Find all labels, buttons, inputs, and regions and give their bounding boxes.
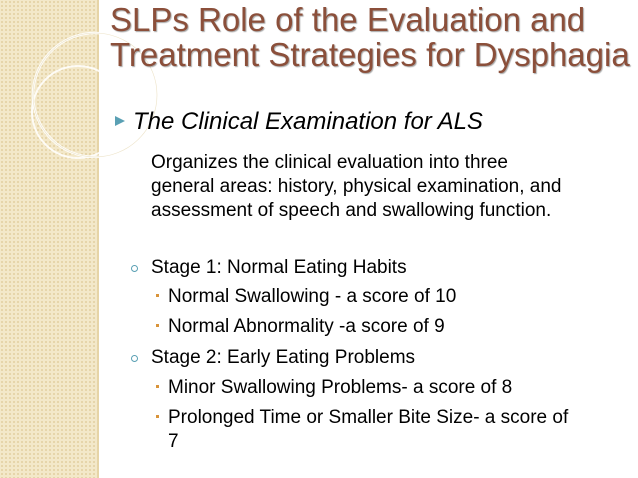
stage-item: Normal Swallowing - a score of 10	[168, 286, 457, 307]
circle-bullet-icon	[131, 265, 138, 272]
stage-item: Normal Abnormality -a score of 9	[168, 316, 445, 337]
slide-title: SLPs Role of the Evaluation and Treatment Strategies for Dysphagia	[110, 1, 630, 73]
circle-bullet-icon	[131, 355, 138, 362]
square-bullet-icon	[156, 415, 159, 418]
intro-line: Organizes the clinical evaluation into three	[151, 152, 508, 173]
stage-item: Minor Swallowing Problems- a score of 8	[168, 377, 513, 398]
square-bullet-icon	[156, 324, 159, 327]
stage-label: Stage 2: Early Eating Problems	[151, 347, 416, 368]
stage-item-continued: 7	[168, 431, 179, 452]
triangle-bullet-icon	[115, 116, 125, 126]
intro-line: general areas: history, physical examination, and	[151, 176, 562, 197]
stage-label: Stage 1: Normal Eating Habits	[151, 257, 407, 278]
intro-line: assessment of speech and swallowing function.	[151, 200, 552, 221]
section-heading: The Clinical Examination for ALS	[133, 108, 483, 135]
stage-item: Prolonged Time or Smaller Bite Size- a score of	[168, 407, 569, 428]
square-bullet-icon	[156, 294, 159, 297]
square-bullet-icon	[156, 385, 159, 388]
